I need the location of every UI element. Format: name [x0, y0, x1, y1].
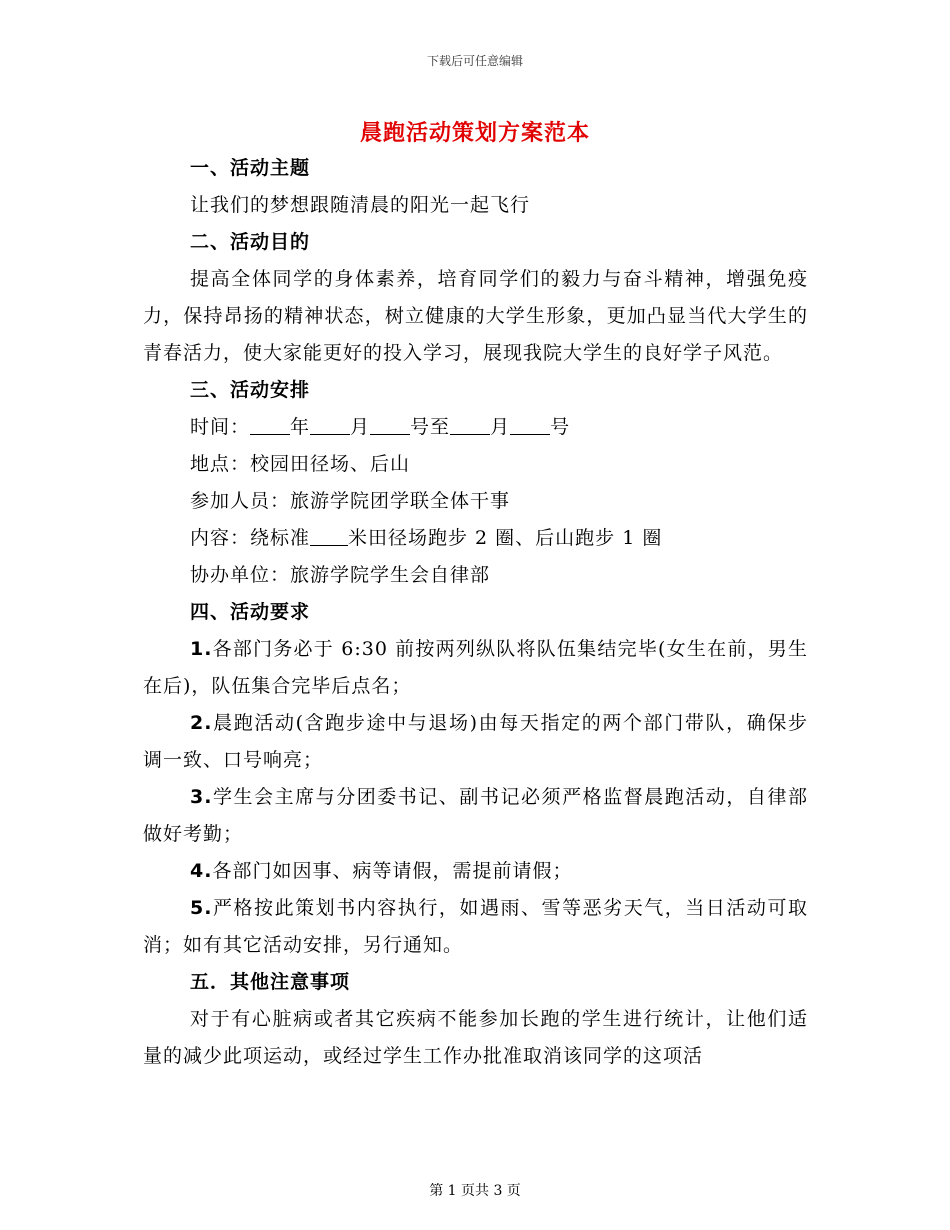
content-line: [143, 520, 808, 557]
requirement-item: [143, 631, 808, 705]
requirement-number: 1.: [190, 638, 213, 660]
requirement-item: [143, 779, 808, 853]
requirement-text: 学生会主席与分团委书记、副书记必须严格监督晨跑活动，自律部做好考勤；: [143, 786, 808, 845]
month-blank: [310, 416, 350, 435]
requirement-item: [143, 890, 808, 964]
requirement-number: 4.: [190, 860, 213, 882]
content-suffix: 米田径场跑步 2 圈、后山跑步 1 圈: [348, 527, 663, 549]
co-organizer-line: 协办单位：旅游学院学生会自律部: [190, 564, 491, 586]
section-heading-purpose: 二、活动目的: [190, 231, 311, 253]
content-prefix: 内容：绕标准: [190, 527, 311, 549]
page-header-note: 下载后可任意编辑: [426, 54, 523, 68]
document-title: 晨跑活动策划方案范本: [359, 120, 590, 146]
time-line: [143, 409, 808, 446]
requirement-text: 晨跑活动(含跑步途中与退场)由每天指定的两个部门带队，确保步调一致、口号响亮；: [143, 712, 808, 771]
year-blank: [250, 416, 290, 435]
requirement-number: 3.: [190, 786, 213, 808]
distance-blank: [310, 527, 348, 546]
day2-unit: 号: [550, 416, 571, 438]
requirement-text: 各部门务必于 6:30 前按两列纵队将队伍集结完毕(女生在前，男生在后)，队伍集合完毕后点名；: [143, 638, 808, 697]
day-to-unit: 号至: [410, 416, 451, 438]
year-unit: 年: [290, 416, 311, 438]
requirement-item: [143, 705, 808, 779]
day2-blank: [510, 416, 550, 435]
requirement-number: 5.: [190, 897, 213, 919]
notes-paragraph: 对于有心脏病或者其它疾病不能参加长跑的学生进行统计，让他们适量的减少此项运动，或经过学生工作办批准取消该同学的这项活: [143, 1008, 808, 1067]
section-heading-requirements: 四、活动要求: [190, 601, 311, 623]
document-body: [143, 150, 808, 1075]
place-line: 地点：校园田径场、后山: [190, 453, 411, 475]
requirement-number: 2.: [190, 712, 213, 734]
page-number: 第 1 页共 3 页: [429, 1183, 521, 1199]
day-blank: [370, 416, 410, 435]
purpose-paragraph: 提高全体同学的身体素养，培育同学们的毅力与奋斗精神，增强免疫力，保持昂扬的精神状态，树立健康的大学生形象，更加凸显当代大学生的青春活力，使大家能更好的投入学习，展现我院大学生的良好学子风范。: [143, 268, 808, 364]
section-heading-theme: 一、活动主题: [190, 157, 311, 179]
section-heading-arrangement: 三、活动安排: [190, 379, 311, 401]
theme-text: 让我们的梦想跟随清晨的阳光一起飞行: [190, 194, 531, 216]
requirement-text: 各部门如因事、病等请假，需提前请假；: [212, 860, 573, 882]
requirement-item: [143, 853, 808, 890]
month2-blank: [450, 416, 490, 435]
time-label: 时间：: [190, 416, 251, 438]
month-unit: 月: [350, 416, 371, 438]
section-heading-notes: 五．其他注意事项: [190, 971, 351, 993]
requirement-text: 严格按此策划书内容执行，如遇雨、雪等恶劣天气，当日活动可取消；如有其它活动安排，另行通知。: [143, 897, 808, 956]
month2-unit: 月: [490, 416, 511, 438]
participants-line: 参加人员：旅游学院团学联全体干事: [190, 490, 511, 512]
